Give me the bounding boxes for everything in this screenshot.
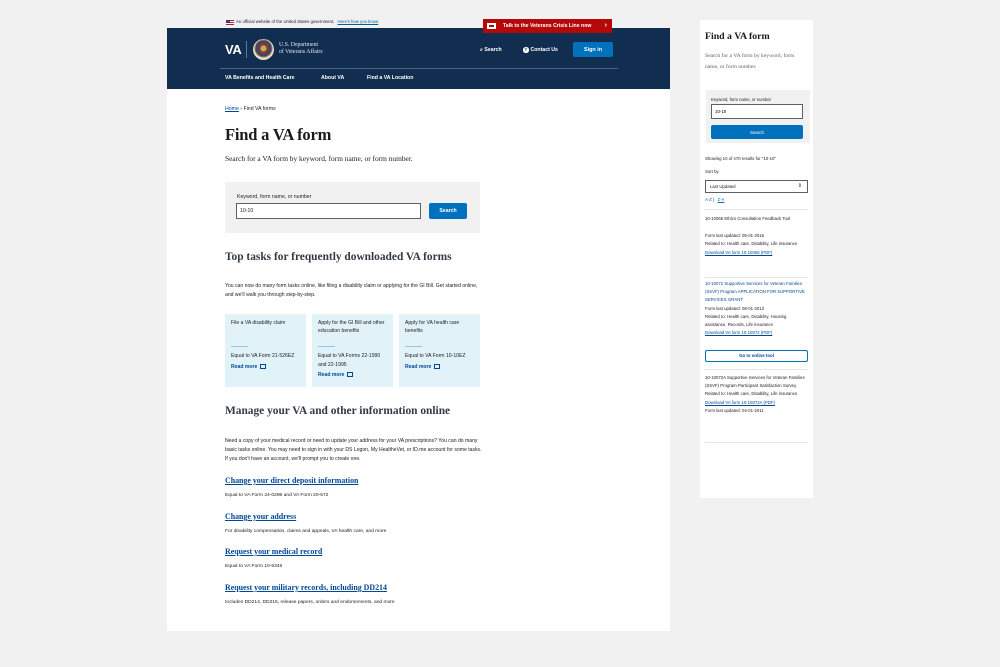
manage-text: Need a copy of your medical record or need to update your address for your VA prescriptions? You can do many basic tasks online. You may need to sign in with your DS Logon, My HealtheVet, or ID.me account for some tasks. If you don't have an account, we'll prompt you to create one. xyxy=(225,438,482,463)
mobile-page-title: Find a VA form xyxy=(705,31,770,42)
result-download-link[interactable]: Download VA form 10-10065 (PDF) xyxy=(705,249,773,255)
page-intro: Search for a VA form by keyword, form name, or form number. xyxy=(225,154,413,163)
crisis-line-label: Talk to the Veterans Crisis Line now xyxy=(503,23,592,29)
search-input[interactable] xyxy=(236,203,421,219)
military-records-link[interactable]: Request your military records, including DD214 xyxy=(225,583,387,592)
top-tasks-text: You can now do many form tasks online, like filing a disability claim or applying for the GI Bill. Get started online, and we'll walk you through step-by-step. xyxy=(225,283,478,299)
site-header xyxy=(167,28,670,89)
result-title[interactable]: 10-10072 Supportive Services for Veteran Families (SSVF) Program APPLICATION FOR SUPPORTIVE SERVICES GRANT xyxy=(705,281,805,303)
search-button[interactable]: Search xyxy=(429,203,467,219)
search-icon: ⌕ xyxy=(480,47,485,53)
mobile-page-intro: Search for a VA form by keyword, form name, or form number. xyxy=(705,53,795,70)
medical-record-link[interactable]: Request your medical record xyxy=(225,547,323,556)
nav-find-location[interactable]: Find a VA Location xyxy=(367,75,414,81)
direct-deposit-link[interactable]: Change your direct deposit information xyxy=(225,476,359,485)
result-related: Related to: Health care, Disability, Life insurance xyxy=(705,241,798,247)
va-logo[interactable]: VA xyxy=(225,42,242,57)
result-related: Related to: Health care, Disability, Housing assistance, Records, Life insurance xyxy=(705,313,787,328)
select-arrows-icon: ⇕ xyxy=(797,183,802,189)
manage-heading: Manage your VA and other information online xyxy=(225,405,451,417)
go-to-online-tool-button[interactable]: Go to online tool xyxy=(705,350,808,362)
breadcrumb-current: Find VA forms xyxy=(243,106,276,112)
result-download-link[interactable]: Download VA form 10-10072 (PDF) xyxy=(705,330,773,336)
mobile-search-panel xyxy=(706,90,810,143)
sort-links: A-Z | Z-A xyxy=(705,197,725,202)
sort-select[interactable]: Last Updated ⇕ xyxy=(705,180,808,193)
mobile-page xyxy=(700,20,813,498)
top-tasks-heading: Top tasks for frequently downloaded VA forms xyxy=(225,251,452,263)
direct-deposit-desc: Equal to VA Form 24-0296 and VA Form 20-572 xyxy=(225,493,329,498)
sort-az-link[interactable]: A-Z xyxy=(705,197,712,202)
read-more-link[interactable]: Read more xyxy=(405,364,474,370)
result-updated: Form last updated: 05-01-2016 xyxy=(705,233,764,239)
breadcrumb-home[interactable]: Home xyxy=(225,106,239,112)
external-link-icon xyxy=(260,364,266,369)
mobile-search-label: Keyword, form name, or number xyxy=(711,97,772,102)
sort-za-link[interactable]: Z-A xyxy=(717,197,725,202)
form-search-panel xyxy=(225,182,480,233)
external-link-icon xyxy=(347,372,353,377)
task-card-health-care[interactable]: Apply for VA health care benefits Equal to VA Form 10-10EZ Read more xyxy=(399,314,480,387)
crisis-line-button[interactable] xyxy=(483,19,612,33)
breadcrumb: Home › Find VA forms xyxy=(225,106,276,112)
header-divider xyxy=(220,68,618,69)
military-records-desc: Includes DD214, DD215, release papers, orders and endorsements, and more xyxy=(225,600,395,605)
medical-record-desc: Equal to VA Form 10-5345 xyxy=(225,564,283,569)
mobile-search-input[interactable] xyxy=(711,104,803,119)
results-count: Showing 10 of 470 results for "10-10" xyxy=(705,156,776,161)
contact-us-button[interactable]: ? Contact Us xyxy=(524,47,558,53)
result-updated: Form last updated: 04-01-2011 xyxy=(705,407,764,413)
sort-label: Sort by xyxy=(705,169,719,174)
header-search-button[interactable]: ⌕ Search xyxy=(480,47,502,53)
task-card-gi-bill[interactable]: Apply for the GI Bill and other education benefits Equal to VA Forms 22-1990 and 22-1995 Read more xyxy=(312,314,393,387)
result-item xyxy=(705,374,808,415)
main-nav xyxy=(225,75,413,81)
nav-benefits-health-care[interactable]: VA Benefits and Health Care xyxy=(225,75,295,81)
gov-banner-text: An official website of the United States government. xyxy=(236,19,335,24)
result-title: 10-10072A Supportive Services for Veteran Families (SSVF) Program Participant Satisfaction Survey xyxy=(705,375,805,389)
result-updated: Form last updated: 08-01-2013 xyxy=(705,305,764,311)
change-address-desc: For disability compensation, claims and appeals, VA health care, and more xyxy=(225,529,387,534)
chevron-right-icon: › xyxy=(604,22,607,29)
result-item xyxy=(705,215,808,257)
nav-about-va[interactable]: About VA xyxy=(321,75,345,81)
heres-how-you-know-link[interactable]: Here's how you know xyxy=(337,19,379,24)
chat-icon xyxy=(487,23,496,29)
task-card-disability[interactable]: File a VA disability claim Equal to VA Form 21-526EZ Read more xyxy=(225,314,306,387)
result-download-link[interactable]: Download VA form 10-10072A (PDF) xyxy=(705,399,775,405)
logo-divider xyxy=(246,41,247,58)
result-item xyxy=(705,280,808,337)
change-address-link[interactable]: Change your address xyxy=(225,512,297,521)
question-icon: ? xyxy=(524,47,528,52)
page-title: Find a VA form xyxy=(225,125,332,144)
mobile-search-button[interactable]: Search xyxy=(711,125,803,139)
read-more-link[interactable]: Read more xyxy=(231,364,300,370)
read-more-link[interactable]: Read more xyxy=(318,372,387,378)
department-name: U.S. Department of Veterans Affairs xyxy=(279,42,323,55)
desktop-page xyxy=(167,15,670,631)
result-title: 10-10065 Ethics Consultation Feedback Tool xyxy=(705,216,791,221)
top-tasks-cards xyxy=(225,314,480,387)
external-link-icon xyxy=(434,364,440,369)
search-label: Keyword, form name, or number xyxy=(237,194,312,200)
va-seal-icon xyxy=(253,39,274,60)
us-flag-icon xyxy=(226,20,234,25)
sign-in-button[interactable]: Sign in xyxy=(573,42,613,57)
result-related: Related to: Health care, Disability, Life insurance xyxy=(705,391,798,397)
